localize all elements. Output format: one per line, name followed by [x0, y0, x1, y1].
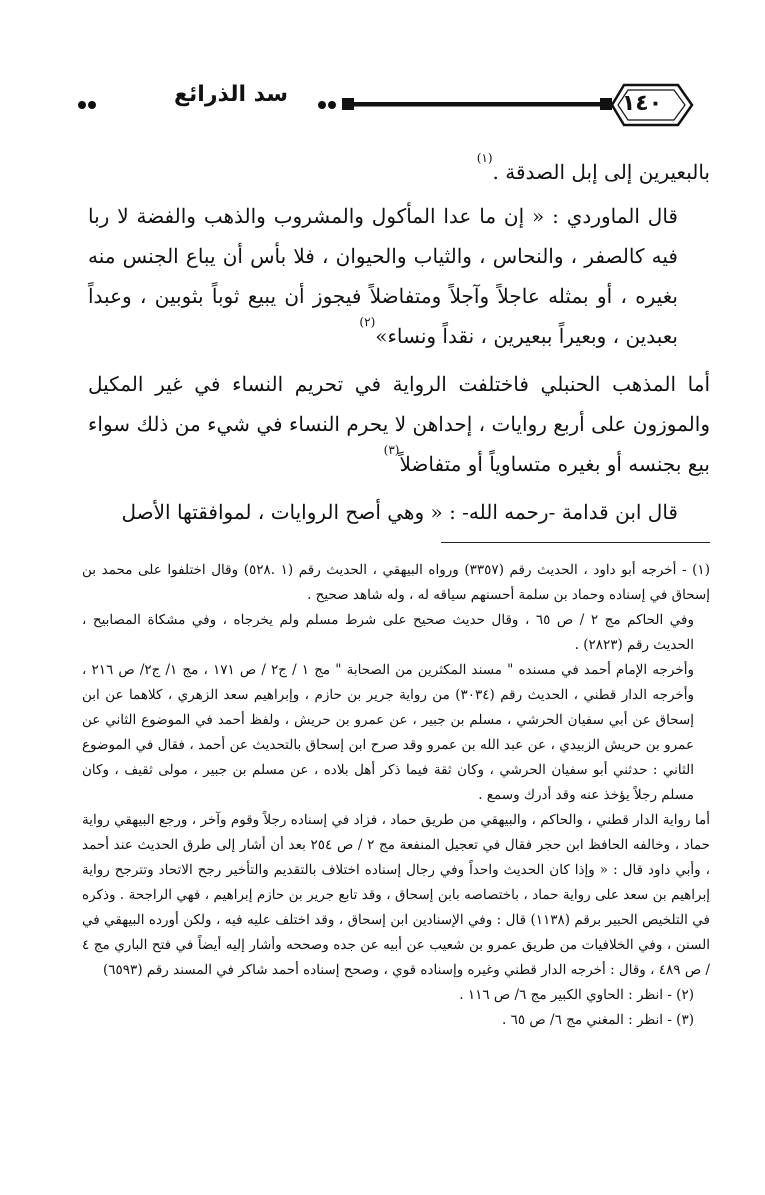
footnote-ref: (٣) [383, 443, 400, 457]
paragraph-text: بالبعيرين إلى إبل الصدقة . [492, 160, 710, 184]
paragraph [88, 152, 710, 192]
header-rule [350, 102, 605, 107]
footnote: (٢) - انظر : الحاوي الكبير مج ٦/ ص ١١٦ . [459, 987, 694, 1003]
paragraph [88, 492, 710, 532]
page-header [72, 78, 702, 133]
paragraph-text: قال ابن قدامة -رحمه الله- : « وهي أصح الروايات ، لموافقتها الأصل [121, 500, 678, 524]
footnote: (١) - أخرجه أبو داود ، الحديث رقم (٣٣٥٧) ورواه البيهقي ، الحديث رقم (١ .٥٢٨) وقال اختلفوا على محمد بن إسحاق في إسناده وحماد بن سلمة أحسنهم سياقه له ، وله شاهد صحيح . [82, 562, 710, 603]
footnote: (٣) - انظر : المغني مج ٦/ ص ٦٥ . [502, 1012, 694, 1028]
header-rule-square-left [342, 98, 354, 110]
main-text [88, 152, 710, 540]
page-number: ١٤٠ [621, 91, 663, 116]
footnote: وفي الحاكم مج ٢ / ص ٦٥ ، وقال حديث صحيح على شرط مسلم ولم يخرجاه ، وفي مشكاة المصابيح ، الحديث رقم (٢٨٢٣) . [82, 612, 695, 653]
footnote: أما رواية الدار قطني ، والحاكم ، والبيهقي من طريق حماد ، فزاد في إسناده رجلاً وقوم وآخر ، ورجع البيهقي رواية حماد ، وخالفه الحافظ ابن حجر فقال في تعجيل المنفعة مج ٢ / ص ٢٥٤ بعد أن أشار إلى طرق الحديث عند أحمد ، وأبي داود قال : « وإذا كان الحديث واحداً وفي رجال إسناده اختلاف بالتقديم والتأخير رجح الاتحاد وتترجح رواية إبراهيم بن سعد على رواية حماد ، باختصاصه بابن إسحاق ، وقد تابع جرير بن حازم إبراهيم ، فهي الراجحة . وذكره في التلخيص الحبير برقم (١١٣٨) قال : وفي الإسنادين ابن إسحاق ، وقد اختلف عليه فيه ، ولكن أورده البيهقي في السنن ، وفي الخلافيات من طريق عمرو بن شعيب عن أبيه عن جده وصححه وأشار إليه أيضاً في فتح الباري مج ٤ / ص ٤٨٩ ، وقال : أخرجه الدار قطني وغيره وإسناده قوي ، وصحح إسناده أحمد شاكر في المسند رقم (٦٥٩٣) [82, 812, 711, 978]
running-title: سد الذرائع [173, 82, 288, 107]
paragraph-text: قال الماوردي : « إن ما عدا المأكول والمشروب والذهب والفضة لا ربا فيه كالصفر ، والنحاس ، والثياب والحيوان ، فلا بأس أن يباع الجنس منه بغيره ، أو بمثله عاجلاً وآجلاً ومتفاضلاً فيجوز أن يبيع ثوباً بثوبين ، وعبداً بعبدين ، وبعيراً ببعيرين ، نقداً ونساء» [88, 204, 678, 348]
footnote-ref: (٢) [359, 315, 376, 329]
footnotes [82, 558, 710, 1033]
paragraph-text: أما المذهب الحنبلي فاختلفت الرواية في تحريم النساء في غير المكيل والموزون على أربع روايات ، إحداهن لا يحرم النساء في شيء من ذلك سواء بيع بجنسه أو بغيره متساوياً أو متفاضلاً [88, 372, 711, 476]
paragraph [88, 196, 710, 356]
paragraph [88, 364, 710, 484]
footnote-ref: (١) [476, 151, 493, 165]
footnote: وأخرجه الإمام أحمد في مسنده " مسند المكثرين من الصحابة " مج ١ / ج٢ / ص ١٧١ ، مج ١/ ج٢/ ص ٢١٦ ، وأخرجه الدار قطني ، الحديث رقم (٣٠٣٤) من رواية جرير بن حازم ، وإبراهيم سعد الزهري ، كلاهما عن ابن إسحاق عن أبي سفيان الحرشي ، مسلم بن جبير ، عن عمرو بن حريش ، ولفظ أحمد في الموضوع الثاني عن عمرو بن حريش الزبيدي ، عن عبد الله بن عمرو وقد صرح ابن إسحاق بالتحديث عن أحمد ، فقال في الموضوع الثاني : حدثني أبو سفيان الحرشي ، وكان ثقة فيما ذكر أهل بلاده ، عن مسلم بن جبير ، مولى ثقيف ، وكان مسلم رجلاً يؤخذ عنه وقد أدرك وسمع . [82, 662, 695, 803]
footnote-separator [441, 542, 710, 543]
